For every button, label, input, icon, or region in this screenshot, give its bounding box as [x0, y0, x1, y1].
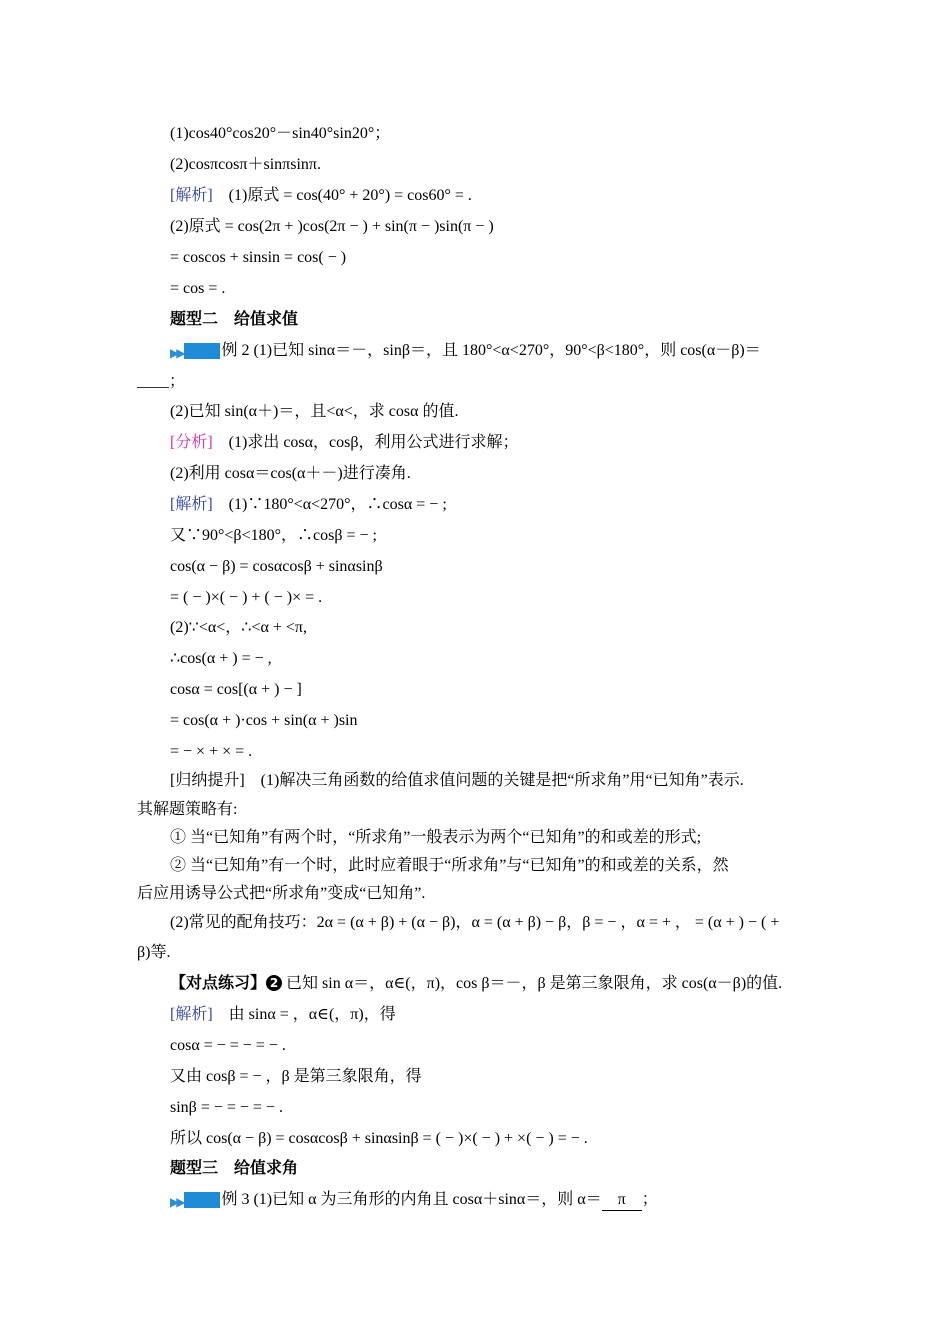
text-span: (2)cosπcosπ＋sinπsinπ.	[170, 156, 321, 173]
text-line	[170, 279, 225, 299]
text-span: ____；	[137, 373, 186, 390]
text-span: 其解题策略有:	[137, 801, 238, 818]
text-line	[170, 186, 472, 206]
text-span: π	[602, 1190, 642, 1211]
circled-number-icon: 2	[266, 975, 282, 991]
text-span: 例 3 (1)已知 α 为三角形的内角且 cosα＋sinα＝，则 α＝	[221, 1191, 602, 1208]
text-span: (1)原式 = cos(40° + 20°) = cos60° = .	[212, 187, 472, 204]
text-span: (1)cos40°cos20°－sin40°sin20°；	[170, 125, 391, 142]
text-line	[170, 711, 358, 731]
text-line	[170, 124, 390, 144]
text-line	[170, 856, 729, 876]
text-line	[170, 1190, 658, 1212]
example-marker-icon: ▶▶	[170, 1192, 220, 1212]
text-line	[170, 217, 494, 237]
text-span: 题型三 给值求角	[170, 1160, 299, 1177]
text-span: (2)∵<α<，∴<α + <π,	[170, 619, 307, 636]
text-span: (1)∵180°<α<270°，∴cosα = − ;	[212, 496, 447, 513]
text-line	[170, 1098, 283, 1118]
text-line	[170, 402, 459, 422]
text-line	[170, 649, 272, 669]
text-line	[170, 1129, 588, 1149]
section-tag: [解析]	[170, 1006, 213, 1023]
text-line	[170, 526, 377, 546]
text-line	[170, 974, 782, 994]
text-line	[137, 800, 237, 820]
text-line	[170, 1159, 298, 1179]
text-span: 又由 cosβ = − ，β 是第三象限角，得	[170, 1068, 422, 1085]
text-span: 由 sinα = ，α∈(，π)，得	[212, 1006, 396, 1023]
text-line	[170, 588, 322, 608]
text-line	[170, 341, 761, 363]
text-line	[170, 771, 744, 791]
text-span: 例 2 (1)已知 sinα＝－，sinβ＝，且 180°<α<270°，90°<β<180°，则 cos(α－β)＝	[221, 342, 761, 359]
text-span: ∴cos(α + ) = − ,	[170, 650, 272, 667]
text-line	[170, 433, 519, 453]
text-span: = − × + × = .	[170, 743, 253, 760]
text-span: 题型二 给值求值	[170, 311, 299, 328]
text-span: (2)常见的配角技巧：2α = (α + β) + (α − β)，α = (α + β) − β，β = − ，α = + ， = (α + ) − ( +	[170, 914, 780, 931]
text-span: β)等.	[137, 944, 171, 961]
text-span: (2)原式 = cos(2π + )cos(2π − ) + sin(π − )sin(π − )	[170, 218, 494, 235]
text-span: 后应用诱导公式把“所求角”变成“已知角”.	[137, 885, 426, 902]
text-span: ② 当“已知角”有一个时，此时应着眼于“所求角”与“已知角”的和或差的关系，然	[170, 857, 729, 874]
text-line	[170, 618, 307, 638]
text-line	[170, 913, 779, 933]
text-span: = coscos + sinsin = cos( − )	[170, 249, 347, 266]
text-line	[137, 943, 170, 963]
text-span: = ( − )×( − ) + ( − )× = .	[170, 589, 323, 606]
text-line	[170, 1036, 286, 1056]
text-span: cosα = − = − = − .	[170, 1037, 286, 1054]
text-line	[170, 495, 447, 515]
section-tag: [分析]	[170, 434, 213, 451]
text-span: 又∵90°<β<180°，∴cosβ = − ;	[170, 527, 377, 544]
section-tag: [解析]	[170, 187, 213, 204]
text-line	[170, 680, 302, 700]
text-line	[170, 464, 411, 484]
text-span: 所以 cos(α − β) = cosαcosβ + sinαsinβ = ( − )×( − ) + ×( − ) = − .	[170, 1130, 588, 1147]
text-span: ；	[641, 1191, 658, 1208]
text-span: (2)已知 sin(α＋)＝，且<α<，求 cosα 的值.	[170, 403, 459, 420]
text-line	[170, 310, 298, 330]
text-span: (2)利用 cosα＝cos(α＋－)进行凑角.	[170, 465, 411, 482]
text-span: 【对点练习】	[170, 975, 267, 992]
text-span: = cos = .	[170, 280, 226, 297]
example-marker-icon: ▶▶	[170, 343, 220, 363]
text-line	[170, 155, 321, 175]
text-line	[170, 828, 701, 848]
text-span: sinβ = − = − = − .	[170, 1099, 283, 1116]
text-line	[170, 557, 383, 577]
section-tag: [解析]	[170, 496, 213, 513]
text-line	[170, 1067, 422, 1087]
text-line	[170, 1005, 396, 1025]
text-line	[170, 742, 252, 762]
text-span: cosα = cos[(α + ) − ]	[170, 681, 302, 698]
text-line	[137, 372, 185, 392]
text-line	[137, 884, 425, 904]
text-line	[170, 248, 346, 268]
text-span: (1)求出 cosα，cosβ，利用公式进行求解；	[212, 434, 519, 451]
text-span: [归纳提升] (1)解决三角函数的给值求值问题的关键是把“所求角”用“已知角”表示.	[170, 772, 744, 789]
text-span: ① 当“已知角”有两个时，“所求角”一般表示为两个“已知角”的和或差的形式;	[170, 829, 702, 846]
text-span: 已知 sin α＝，α∈(，π)，cos β＝－，β 是第三象限角，求 cos(α－β)的值.	[282, 975, 783, 992]
text-span: cos(α − β) = cosαcosβ + sinαsinβ	[170, 558, 383, 575]
text-span: = cos(α + )·cos + sin(α + )sin	[170, 712, 358, 729]
